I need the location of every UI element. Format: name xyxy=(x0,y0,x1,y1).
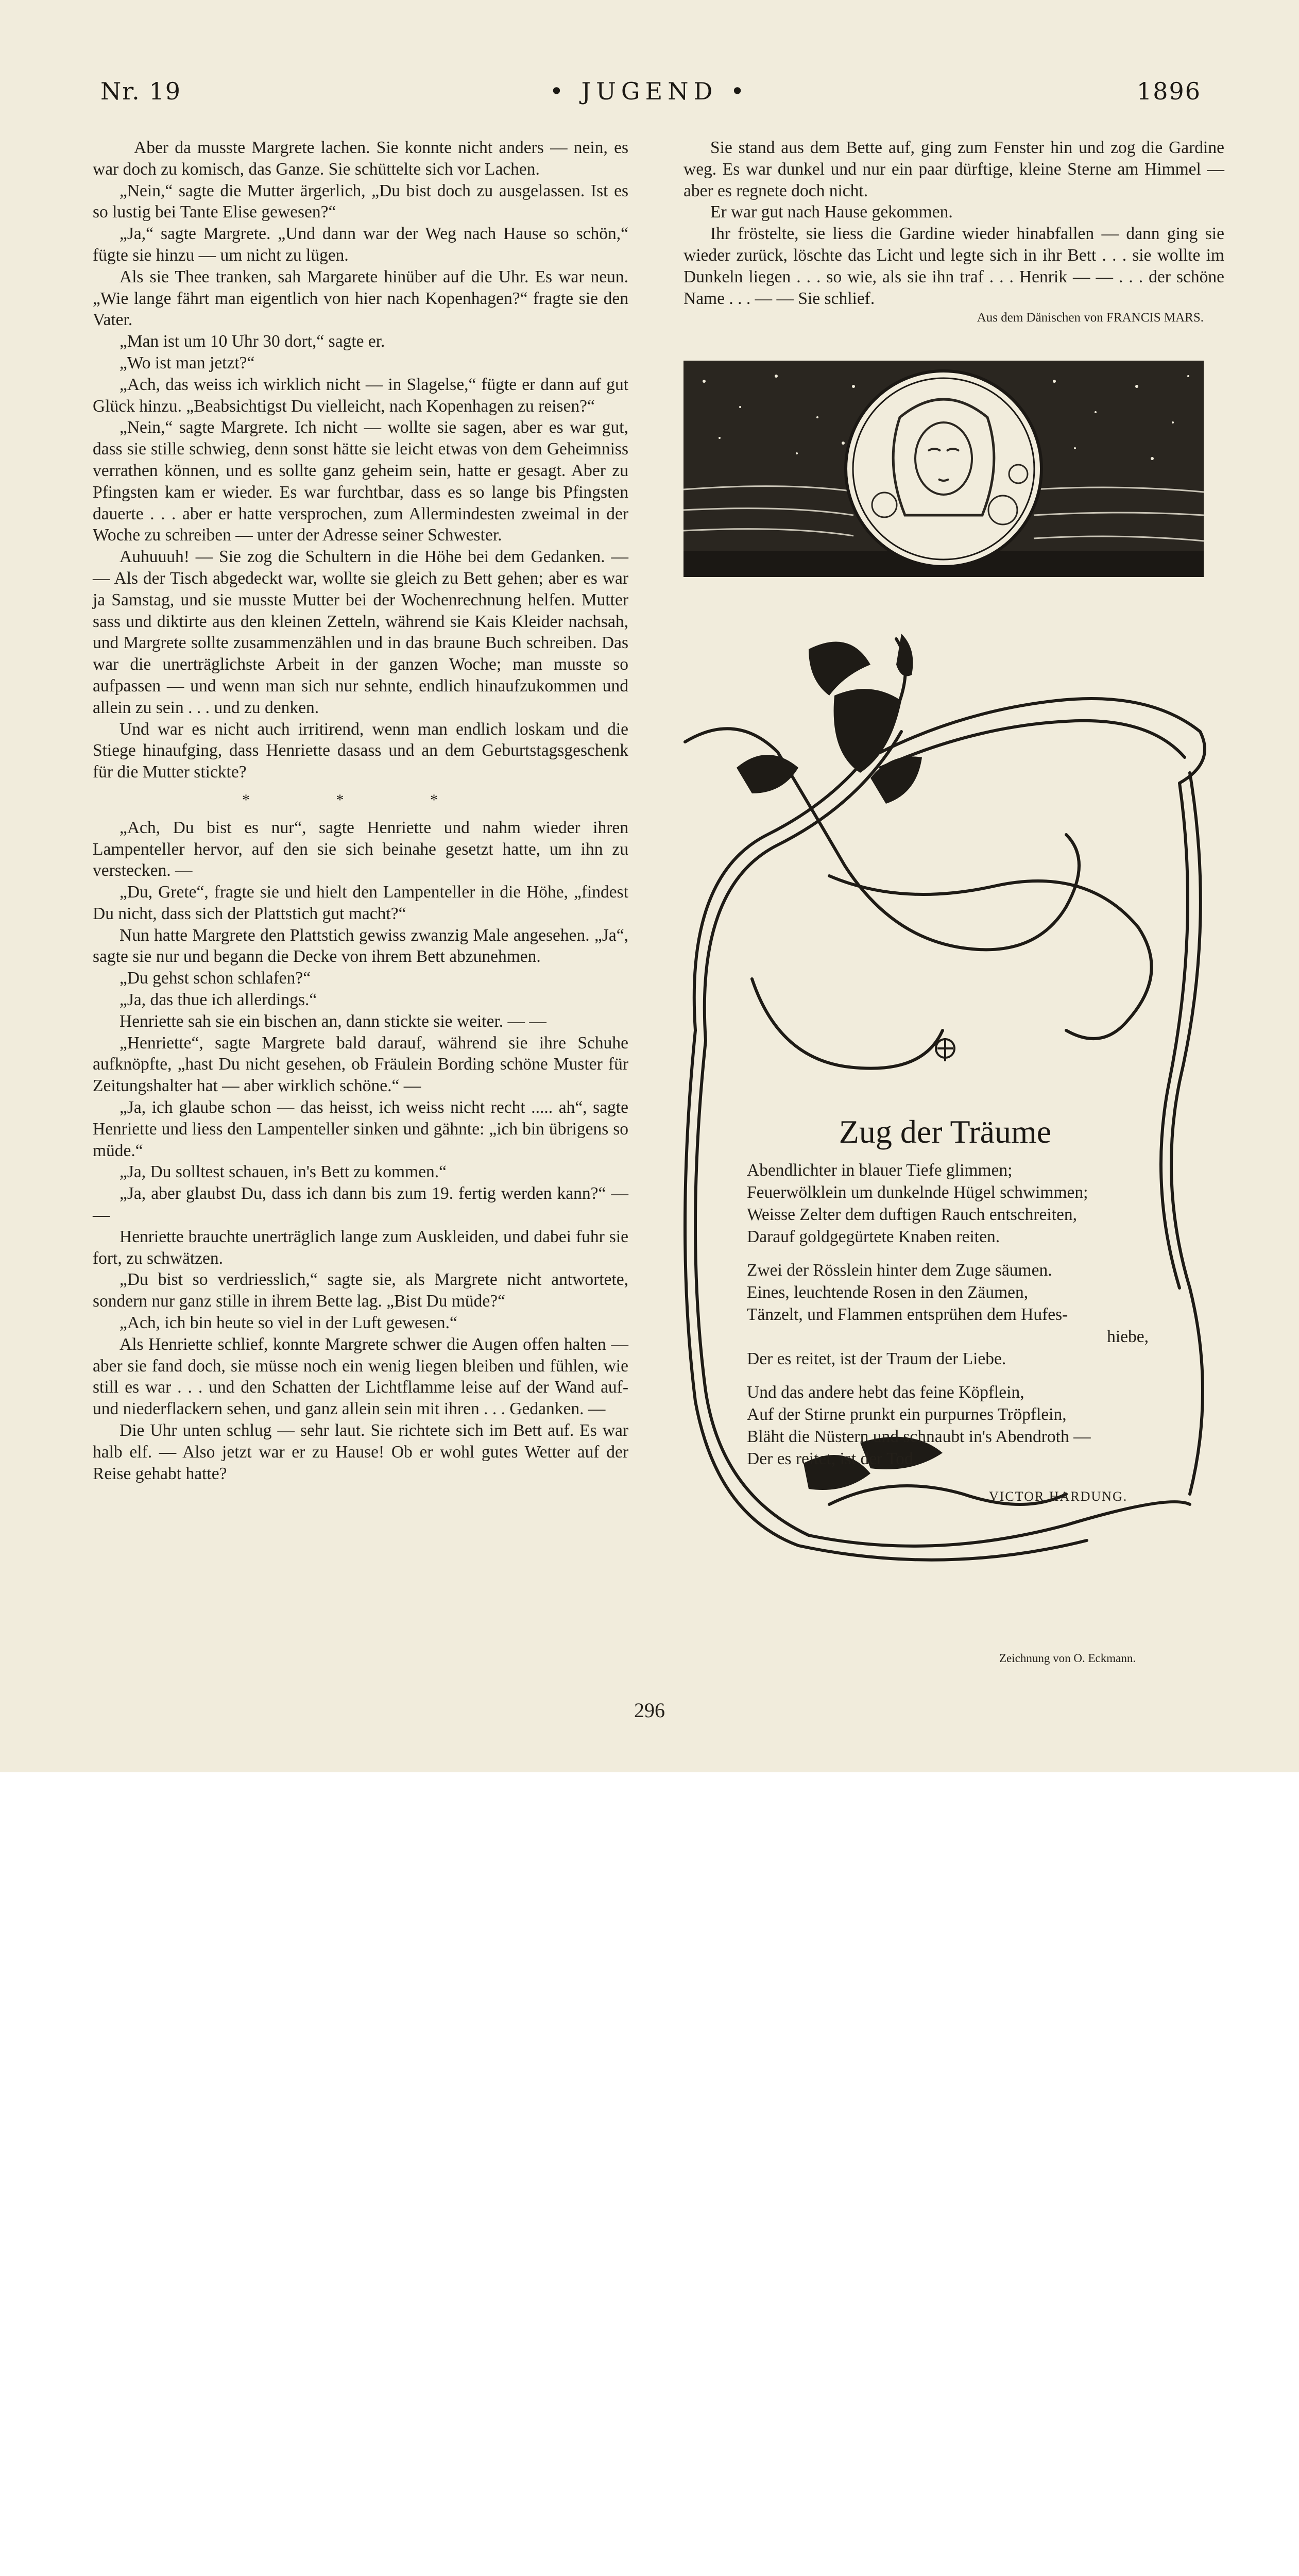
paragraph: „Du gehst schon schlafen?“ xyxy=(119,969,311,988)
poem-stanza xyxy=(747,1159,1159,1248)
paragraph: „Ach, Du bist es nur“, sagte Henriette und nahm wieder ihren Lampenteller hervor, auf den sie sich beinahe gesetzt hatte, um ihn zu verstecken. — xyxy=(93,818,628,880)
poem-line: Eines, leuchtende Rosen in den Zäumen, xyxy=(747,1283,1029,1302)
poem-line: Darauf goldgegürtete Knaben reiten. xyxy=(747,1227,1000,1246)
poem-title: Zug der Träume xyxy=(839,1113,1052,1150)
poem-line: Feuerwölklein um dunkelnde Hügel schwimmen; xyxy=(747,1183,1088,1202)
paragraph: Er war gut nach Hause gekommen. xyxy=(710,202,953,222)
paragraph: Ihr fröstelte, sie liess die Gardine wieder hinabfallen — dann ging sie wieder zurück, löschte das Licht und legte sich in ihr Bett . . . sie wollte im Dunkeln liegen . . . so wie, als sie ihn traf . . . Henrik — — . . . der schöne Name . . . — — Sie schlief. xyxy=(683,224,1224,308)
paragraph: Als Henriette schlief, konnte Margrete schwer die Augen offen halten — aber sie fand doch, sie müsse noch ein wenig liegen bleiben und fühlen, wie still es war . . . und den Schatten der Lichtflamme leise auf der Wand auf- und niederflackern sehen, und ganz allein sein mit ihren . . . Gedanken. — xyxy=(93,1334,628,1419)
issue-number: Nr. 19 xyxy=(100,77,181,105)
poem-line: Bläht die Nüstern und schnaubt in's Abendroth — xyxy=(747,1427,1091,1446)
translation-credit: Aus dem Dänischen von FRANCIS MARS. xyxy=(977,311,1204,325)
night-sky-vignette xyxy=(683,361,1204,577)
poem-line: Der es reitet, ist der Traum der Liebe. xyxy=(747,1349,1006,1368)
poem-author: VICTOR HARDUNG. xyxy=(989,1489,1128,1504)
right-column xyxy=(683,137,1224,329)
poem-line: Der es reitet, ist der Tod. xyxy=(747,1449,918,1468)
paragraph: Aber da musste Margrete lachen. Sie konnte nicht anders — nein, es war doch zu komisch, das Ganze. Sie schüttelte sich vor Lachen. xyxy=(93,138,628,179)
poem-line: Auf der Stirne prunkt ein purpurnes Tröpflein, xyxy=(747,1405,1067,1424)
poem-stanza xyxy=(747,1381,1159,1470)
poem-stanza xyxy=(747,1259,1159,1370)
paragraph: „Du, Grete“, fragte sie und hielt den Lampenteller in die Höhe, „findest Du nicht, dass sich der Plattstich gut macht?“ xyxy=(93,883,628,923)
paragraph: „Nein,“ sagte die Mutter ärgerlich, „Du bist doch zu ausgelassen. Ist es so lustig bei Tante Elise gewesen?“ xyxy=(93,181,628,222)
poem-line: Abendlichter in blauer Tiefe glimmen; xyxy=(747,1161,1013,1180)
poem-line: Und das andere hebt das feine Köpflein, xyxy=(747,1383,1024,1402)
poem-body xyxy=(747,1159,1159,1481)
paragraph: Henriette sah sie ein bischen an, dann stickte sie weiter. — — xyxy=(119,1011,546,1031)
section-divider-stars: * * * xyxy=(242,791,479,808)
issue-year: 1896 xyxy=(1136,77,1201,105)
paragraph: „Ja, ich glaube schon — das heisst, ich weiss nicht recht ..... ah“, sagte Henriette und liess den Lampenteller sinken und gähnte: „ich bin übrigens so müde.“ xyxy=(93,1098,628,1160)
paragraph: Auhuuuh! — Sie zog die Schultern in die Höhe bei dem Gedanken. — — Als der Tisch abgedeckt war, wollte sie gleich zu Bett gehen; aber es war ja Samstag, und sie musste Mutter bei der Wochenrechnung helfen. Mutter sass und diktirte aus den kleinen Zetteln, während sie Kais Kleider nachsah, und Margrete sollte zusammenzählen und in das braune Buch schreiben. Das war die unerträglichste Arbeit in der ganzen Woche; man musste so aufpassen — und wenn man sich nur sehnte, endlich hinaufzukommen und allein zu sein . . . und zu denken. xyxy=(93,547,628,717)
drawing-credit: Zeichnung von O. Eckmann. xyxy=(999,1652,1136,1665)
paragraph: Die Uhr unten schlug — sehr laut. Sie richtete sich im Bett auf. Es war halb elf. — Also jetzt war er zu Hause! Ob er wohl gutes Wetter auf der Reise gehabt hatte? xyxy=(93,1421,628,1483)
poem-line: Tänzelt, und Flammen entsprühen dem Hufes- xyxy=(747,1305,1068,1324)
paragraph: Als sie Thee tranken, sah Margarete hinüber auf die Uhr. Es war neun. „Wie lange fährt man eigentlich von hier nach Kopenhagen?“ fragte sie den Vater. xyxy=(93,267,628,330)
paragraph: „Ach, ich bin heute so viel in der Luft gewesen.“ xyxy=(119,1313,457,1333)
paragraph: „Ja,“ sagte Margrete. „Und dann war der Weg nach Hause so schön,“ fügte sie hinzu — um nicht zu lügen. xyxy=(93,224,628,265)
poem-line: Zwei der Rösslein hinter dem Zuge säumen. xyxy=(747,1261,1052,1280)
paragraph: Nun hatte Margrete den Plattstich gewiss zwanzig Male angesehen. „Ja“, sagte sie nur und begann die Decke von ihrem Bett abzunehmen. xyxy=(93,925,628,967)
paragraph: „Man ist um 10 Uhr 30 dort,“ sagte er. xyxy=(119,332,385,351)
magazine-title: • JUGEND • xyxy=(549,77,750,105)
digitization-footer xyxy=(0,1772,1299,1887)
paragraph: „Henriette“, sagte Margrete bald darauf, während sie ihre Schuhe aufknöpfte, „hast Du nicht gesehen, ob Fräulein Bording schöne Muster für Zeitungshalter hat — aber wirklich schöne.“ — xyxy=(93,1033,628,1096)
paragraph: „Nein,“ sagte Margrete. Ich nicht — wollte sie sagen, aber es war gut, dass sie stille schwieg, denn sonst hätte sie leicht etwas von dem Geheimniss verrathen können, und es sollte ganz geheim sein, hatte er gesagt. Aber zu Pfingsten kam er wieder. Es war furchtbar, dass es so lange bis Pfingsten dauerte . . . aber er hatte versprochen, zum Allermindesten zweimal in der Woche zu schreiben — unter der Adresse seiner Schwester. xyxy=(93,418,628,545)
poem-line: hiebe, xyxy=(1107,1327,1149,1346)
paragraph: Und war es nicht auch irritirend, wenn man endlich loskam und die Stiege hinaufging, dass Henriette dasass und an dem Geburtstagsgeschenk für die Mutter stickte? xyxy=(93,719,628,782)
paragraph: „Ja, das thue ich allerdings.“ xyxy=(119,990,317,1010)
left-column xyxy=(93,137,628,1484)
paragraph: „Du bist so verdriesslich,“ sagte sie, als Margrete nicht antwortete, sondern nur ganz stille in ihrem Bette lag. „Bist Du müde?“ xyxy=(93,1270,628,1311)
paragraph: Sie stand aus dem Bette auf, ging zum Fenster hin und zog die Gardine weg. Es war dunkel und nur ein paar dürftige, kleine Sterne am Himmel — aber es regnete doch nicht. xyxy=(683,138,1224,200)
paragraph: „Ja, aber glaubst Du, dass ich dann bis zum 19. fertig werden kann?“ — — xyxy=(93,1184,628,1225)
paragraph: „Wo ist man jetzt?“ xyxy=(119,353,255,372)
poem-line: Weisse Zelter dem duftigen Rauch entschreiten, xyxy=(747,1205,1078,1224)
page-number: 296 xyxy=(634,1699,665,1722)
paragraph: „Ja, Du solltest schauen, in's Bett zu kommen.“ xyxy=(119,1162,447,1182)
paragraph: „Ach, das weiss ich wirklich nicht — in Slagelse,“ fügte er dann auf gut Glück hinzu. „Beabsichtigst Du vielleicht, nach Kopenhagen zu reisen?“ xyxy=(93,375,628,416)
paragraph: Henriette brauchte unerträglich lange zum Auskleiden, und dabei fuhr sie fort, zu schwätzen. xyxy=(93,1227,628,1268)
